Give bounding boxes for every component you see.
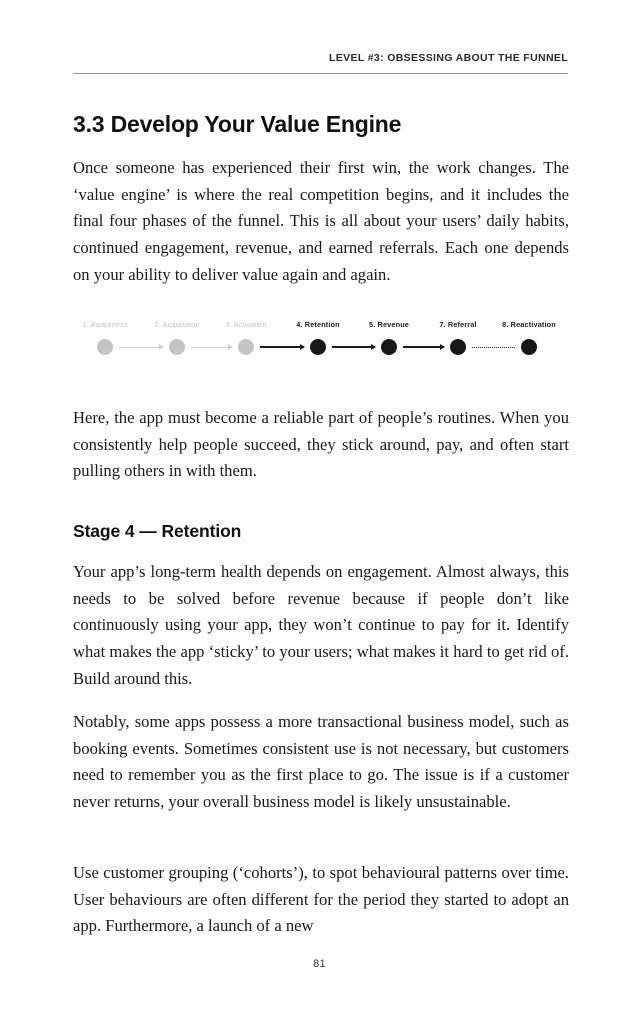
- funnel-connector-line: [472, 347, 515, 348]
- funnel-stage-dot-icon: [238, 339, 254, 355]
- funnel-connector-6: [472, 346, 515, 348]
- arrow-head-icon: [371, 344, 376, 350]
- funnel-stage-dot-icon: [450, 339, 466, 355]
- paragraph-retention-3: Use customer grouping (‘cohorts’), to spot behavioural patterns over time. User behaviours are often different for the period they started to adopt an app. Furthermore, a launch of a new: [73, 862, 569, 936]
- paragraph-intro: Once someone has experienced their first win, the work changes. The ‘value engine’ is where the real competition begins, and it includes the final four phases of the funnel. This is all about your users’ daily habits, continued engagement, revenue, and earned referrals. Each one depends on your ability to deliver value again and again.: [73, 157, 569, 285]
- arrow-head-icon: [228, 344, 233, 350]
- funnel-stage-label: 8. Reactivation: [502, 320, 556, 329]
- arrow-head-icon: [440, 344, 445, 350]
- funnel-stage-label: 2. Acquisition: [154, 320, 200, 329]
- arrow-head-icon: [300, 344, 305, 350]
- funnel-connector-4: [332, 346, 375, 348]
- funnel-stage-label: 7. Referral: [439, 320, 477, 329]
- funnel-connector-line: [260, 346, 304, 347]
- paragraph-retention-1: Your app’s long-term health depends on engagement. Almost always, this needs to be solved before revenue because if people don’t like continuously using your app, they won’t continue to pay for it. Identify what makes the app ‘sticky’ to your users; what makes it hard to get rid of. Build around this.: [73, 561, 569, 689]
- funnel-connector-line: [332, 346, 375, 347]
- funnel-stage-label: 1. Awareness: [82, 320, 128, 329]
- paragraph-after-diagram: Here, the app must become a reliable part of people’s routines. When you consistently help people succeed, they stick around, pay, and often start pulling others in with them.: [73, 407, 569, 481]
- funnel-diagram: [73, 320, 569, 370]
- arrow-head-icon: [159, 344, 164, 350]
- paragraph-retention-2: Notably, some apps possess a more transactional business model, such as booking events. Sometimes consistent use is not necessary, but customers need to remember you as the first place to go. The issue is if a customer never returns, your overall business model is likely unsustainable.: [73, 711, 569, 812]
- funnel-stage-dot-icon: [310, 339, 326, 355]
- funnel-stage-label: 4. Retention: [296, 320, 340, 329]
- running-header: LEVEL #3: OBSESSING ABOUT THE FUNNEL: [329, 52, 568, 64]
- funnel-stage-dot-icon: [521, 339, 537, 355]
- funnel-connector-5: [403, 346, 444, 348]
- funnel-stage-label: 3. Activation: [225, 320, 267, 329]
- funnel-connector-1: [119, 346, 163, 348]
- funnel-stage-dot-icon: [169, 339, 185, 355]
- funnel-connector-2: [191, 346, 232, 348]
- section-heading-stage-4: Stage 4 — Retention: [73, 520, 242, 541]
- page-title: 3.3 Develop Your Value Engine: [73, 111, 402, 138]
- funnel-stage-label: 5. Revenue: [368, 320, 410, 329]
- funnel-stage-dot-icon: [97, 339, 113, 355]
- funnel-stage-dot-icon: [381, 339, 397, 355]
- funnel-connector-3: [260, 346, 304, 348]
- page-number: 81: [313, 958, 326, 970]
- funnel-connector-line: [191, 347, 232, 348]
- funnel-connector-line: [403, 346, 444, 347]
- funnel-connector-line: [119, 347, 163, 348]
- header-rule: [73, 73, 568, 74]
